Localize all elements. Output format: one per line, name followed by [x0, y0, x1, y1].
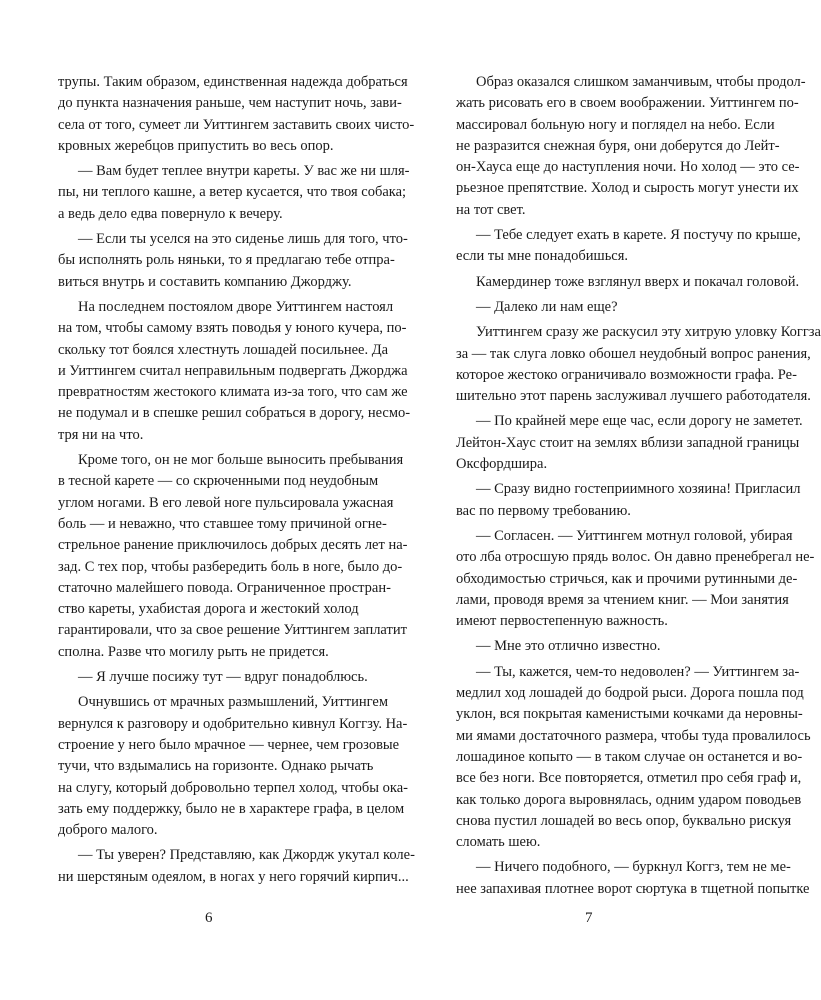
- text-line: которое жестоко ограничивало возможности графа. Ре-: [456, 366, 797, 383]
- text-line: доброго малого.: [58, 822, 158, 839]
- text-line: тря ни на что.: [58, 426, 144, 443]
- text-line: ото лба отросшую прядь волос. Он давно пренебрегал не-: [456, 549, 815, 566]
- text-line: статочно малейшего повода. Ограниченное простран-: [58, 579, 391, 596]
- text-line: в тесной карете — со скрюченными под неудобным: [58, 473, 379, 490]
- text-line: не разразится снежная буря, они доберутся до Лейт-: [456, 137, 780, 154]
- paragraph: [456, 297, 741, 318]
- left-page: [58, 72, 415, 892]
- text-line: виться внутрь и составить компанию Джорджу.: [58, 273, 352, 290]
- page-number: 6: [205, 910, 213, 926]
- text-line: на тот свет.: [456, 201, 526, 218]
- text-line: жать рисовать его в своем воображении. Уиттингем по-: [456, 95, 799, 112]
- text-line: бы исполнять роль няньки, то я предлагаю тебе отпра-: [58, 252, 395, 269]
- text-line: — Тебе следует ехать в карете. Я постучу по крыше,: [476, 227, 801, 244]
- page-number: 7: [585, 910, 593, 926]
- text-line: строение у него было мрачное — чернее, чем грозовые: [58, 736, 400, 753]
- text-line: медлил ход лошадей до бодрой рыси. Дорога пошла под: [456, 685, 804, 702]
- paragraph: [58, 450, 408, 663]
- text-line: лошадиное копыто — в таком случае он останется и во-: [456, 748, 803, 765]
- paragraph: [58, 692, 408, 841]
- text-line: — Я лучше посижу тут — вдруг понадоблюсь.: [78, 669, 368, 686]
- text-line: гарантировали, что за свое решение Уиттингем заплатит: [58, 622, 407, 639]
- paragraph: [456, 526, 815, 632]
- text-line: Уиттингем сразу же раскусил эту хитрую уловку Коггза: [476, 324, 821, 341]
- text-line: — Далеко ли нам еще?: [476, 298, 618, 315]
- text-line: ство кареты, ухабистая дорога и жестокий холод: [58, 601, 359, 618]
- paragraph: [58, 161, 410, 225]
- text-line: превратностям жестокого климата из-за того, что сам же: [58, 384, 408, 401]
- text-line: ни шерстяным одеялом, в ногах у него горячий кирпич...: [58, 868, 409, 885]
- text-line: Кроме того, он не мог больше выносить пребывания: [78, 452, 404, 469]
- text-line: на том, чтобы самому взять поводья у юного кучера, по-: [58, 320, 407, 337]
- text-line: ми ямами достаточного размера, чтобы туда провалилось: [456, 727, 811, 744]
- text-line: На последнем постоялом дворе Уиттингем настоял: [78, 298, 394, 315]
- paragraph: [456, 662, 811, 854]
- text-line: массировал больную ногу и поглядел на небо. Если: [456, 116, 775, 133]
- text-line: имеют первостепенную важность.: [456, 613, 668, 630]
- text-line: — Вам будет теплее внутри кареты. У вас же ни шля-: [78, 163, 410, 180]
- paragraph: [58, 845, 415, 888]
- text-line: — Сразу видно гостеприимного хозяина! Пригласил: [476, 481, 801, 498]
- text-line: — Мне это отлично известно.: [476, 638, 661, 655]
- text-line: — Ничего подобного, — буркнул Коггз, тем не ме-: [476, 859, 791, 876]
- text-line: обходимостью стричься, как и прочими рутинными де-: [456, 570, 798, 587]
- text-line: трупы. Таким образом, единственная надежда добраться: [58, 74, 408, 90]
- paragraph: [58, 667, 368, 688]
- text-line: сломать шею.: [456, 834, 541, 851]
- text-line: шительно этот парень заслуживал лучшего работодателя.: [456, 388, 811, 405]
- text-line: он-Хауса еще до наступления ночи. Но холод — это се-: [456, 159, 800, 176]
- right-page: [456, 72, 821, 904]
- text-line: на слугу, который добровольно терпел холод, чтобы ока-: [58, 779, 408, 796]
- text-line: Очнувшись от мрачных размышлений, Уиттингем: [78, 694, 388, 711]
- text-line: Камердинер тоже взглянул вверх и покачал головой.: [476, 273, 800, 290]
- paragraph: [456, 272, 800, 293]
- text-line: — Ты уверен? Представляю, как Джордж укутал коле-: [78, 847, 415, 864]
- text-line: тучи, что вздымались на горизонте. Однако рычать: [58, 758, 374, 775]
- text-line: стрельное ранение приключилось добрых десять лет на-: [58, 537, 408, 554]
- text-line: скольку тот боялся хлестнуть лошадей посильнее. Да: [58, 341, 389, 358]
- text-line: если ты мне понадобишься.: [456, 248, 629, 265]
- text-line: до пункта назначения раньше, чем наступит ночь, зави-: [58, 95, 402, 112]
- text-line: нее запахивая плотнее ворот сюртука в тщетной попытке: [456, 880, 810, 897]
- text-line: — Согласен. — Уиттингем мотнул головой, убирая: [476, 527, 793, 544]
- paragraph: [58, 297, 411, 446]
- paragraph: [58, 229, 408, 293]
- text-line: Оксфордшира.: [456, 456, 548, 473]
- paragraph: [456, 225, 801, 268]
- text-line: рьезное препятствие. Холод и сырость могут унести их: [456, 180, 799, 197]
- text-line: лами, проводя время за чтением книг. — Мои занятия: [456, 591, 789, 608]
- text-line: как только дорога выровнялась, одним ударом поводьев: [456, 791, 802, 808]
- text-line: зад. С тех пор, чтобы разбередить боль в ноге, было до-: [58, 558, 403, 575]
- text-line: кровных жеребцов припустить во весь опор.: [58, 137, 334, 154]
- paragraph: [456, 636, 741, 657]
- text-line: села от того, сумеет ли Уиттингем заставить своих чисто-: [58, 116, 415, 133]
- paragraph: [456, 322, 821, 407]
- paragraph: [456, 479, 801, 522]
- text-line: сполна. Разве что могилу рыть не придется.: [58, 643, 329, 660]
- text-line: вас по первому требованию.: [456, 502, 631, 519]
- text-line: — По крайней мере еще час, если дорогу не заметет.: [476, 413, 803, 430]
- text-line: — Ты, кажется, чем-то недоволен? — Уиттингем за-: [476, 663, 800, 680]
- text-line: снова пустил лошадей во весь опор, буквально рискуя: [456, 812, 792, 829]
- text-line: Образ оказался слишком заманчивым, чтобы продол-: [476, 74, 806, 90]
- text-line: и Уиттингем считал неправильным подвергать Джорджа: [58, 362, 408, 379]
- paragraph: [456, 411, 803, 475]
- text-line: уклон, вся покрытая каменистыми кочками да неровны-: [456, 706, 803, 723]
- text-line: за — так слуга ловко обошел неудобный вопрос ранения,: [456, 345, 811, 362]
- text-line: все без ноги. Все повторяется, отметил про себя граф и,: [456, 770, 802, 787]
- text-line: углом ногами. В его левой ноге пульсировала ужасная: [58, 494, 394, 511]
- text-line: боль — и неважно, что ставшее тому причиной огне-: [58, 515, 387, 532]
- paragraph: [58, 72, 415, 157]
- text-line: пы, ни теплого кашне, а ветер кусается, что твоя собака;: [58, 184, 407, 201]
- text-line: Лейтон-Хаус стоит на землях вблизи западной границы: [456, 434, 800, 451]
- text-line: а ведь дело едва повернуло к вечеру.: [58, 205, 283, 222]
- paragraph: [456, 857, 810, 900]
- paragraph: [456, 72, 806, 221]
- text-line: — Если ты уселся на это сиденье лишь для того, что-: [78, 231, 408, 248]
- text-line: вернулся к разговору и одобрительно кивнул Коггзу. На-: [58, 715, 408, 732]
- text-line: не подумал и в спешке решил собраться в дорогу, несмо-: [58, 405, 411, 422]
- text-line: зать ему поддержку, было не в характере графа, в целом: [58, 800, 405, 817]
